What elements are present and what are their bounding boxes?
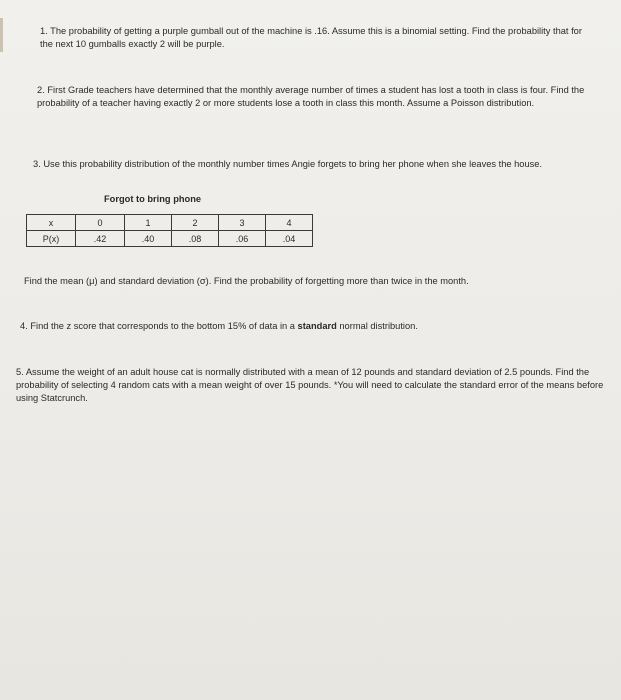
table-cell: 0: [76, 215, 125, 231]
table-cell: 3: [219, 215, 266, 231]
table-cell: P(x): [27, 231, 76, 247]
page-edge-mark: [0, 18, 3, 52]
question-1: 1. The probability of getting a purple gumball out of the machine is .16. Assume this is a binomial setting. Find the probability that for the next 10 gumballs exactly 2 will be purple.: [40, 26, 582, 49]
table-cell: .42: [76, 231, 125, 247]
table-cell: .08: [172, 231, 219, 247]
question-5: 5. Assume the weight of an adult house cat is normally distributed with a mean of 12 pounds and standard deviation of 2.5 pounds. Find the probability of selecting 4 random cats with a mean weight of over 15 pounds. *You will need to calculate the standard error of the means before using Statcrunch.: [16, 367, 604, 403]
probability-distribution-table: [26, 214, 313, 247]
table-cell: .04: [266, 231, 313, 247]
table-row-px: [27, 231, 313, 247]
table-cell: 2: [172, 215, 219, 231]
question-3: 3. Use this probability distribution of the monthly number times Angie forgets to bring her phone when she leaves the house.: [33, 159, 543, 169]
question-4-bold-word: standard: [297, 321, 337, 331]
table-title: Forgot to bring phone: [104, 194, 202, 204]
table-cell: .40: [125, 231, 172, 247]
table-cell: 4: [266, 215, 313, 231]
question-4: [20, 320, 600, 333]
question-3-instructions: Find the mean (μ) and standard deviation (σ). Find the probability of forgetting more than twice in the month.: [24, 276, 469, 286]
table-row-x: [27, 215, 313, 231]
question-4-text-start: 4. Find the z score that corresponds to the bottom 15% of data in a: [20, 321, 298, 331]
question-4-text-end: normal distribution.: [336, 321, 418, 331]
table-cell: x: [27, 215, 76, 231]
table-cell: .06: [219, 231, 266, 247]
question-2: 2. First Grade teachers have determined that the monthly average number of times a student has lost a tooth in class is four. Find the probability of a teacher having exactly 2 or more students lose a tooth in class this month. Assume a Poisson distribution.: [37, 85, 585, 108]
table-cell: 1: [125, 215, 172, 231]
